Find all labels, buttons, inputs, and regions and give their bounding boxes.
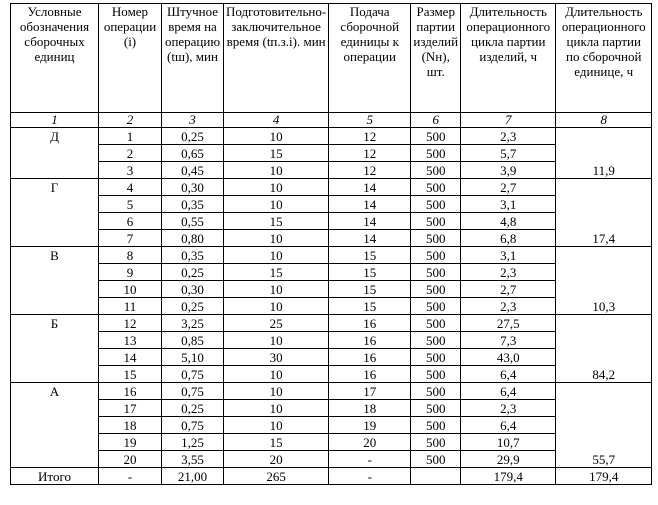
operation-number-cell: 16: [99, 383, 162, 400]
batch-size-cell: 500: [411, 162, 461, 179]
header-cell: Номер операции (i): [99, 4, 162, 113]
piece-time-cell: 0,45: [162, 162, 224, 179]
feed-cell: 16: [329, 315, 411, 332]
batch-size-cell: 500: [411, 179, 461, 196]
piece-time-cell: 0,30: [162, 281, 224, 298]
column-number: 2: [99, 113, 162, 128]
operation-number-cell: 9: [99, 264, 162, 281]
unit-cycle-total: 84,2: [556, 315, 652, 383]
piece-time-cell: 0,75: [162, 417, 224, 434]
cycle-time-cell: 5,7: [461, 145, 556, 162]
header-cell: Длительность операционного цикла партии по сборочной единице, ч: [556, 4, 652, 113]
operation-number-cell: 2: [99, 145, 162, 162]
operation-number-cell: 3: [99, 162, 162, 179]
piece-time-cell: 0,25: [162, 128, 224, 145]
totals-row: [11, 468, 652, 485]
piece-time-cell: 0,35: [162, 196, 224, 213]
setup-time-cell: 10: [224, 332, 329, 349]
table-row: [11, 281, 652, 298]
piece-time-cell: 0,65: [162, 145, 224, 162]
header-cell: Подача сборочной единицы к операции: [329, 4, 411, 113]
feed-cell: 16: [329, 349, 411, 366]
column-number: 8: [556, 113, 652, 128]
totals-batch-size: [411, 468, 461, 485]
setup-time-cell: 10: [224, 128, 329, 145]
feed-cell: 14: [329, 196, 411, 213]
cycle-time-cell: 2,3: [461, 128, 556, 145]
table-row: [11, 196, 652, 213]
feed-cell: 12: [329, 128, 411, 145]
batch-size-cell: 500: [411, 349, 461, 366]
batch-size-cell: 500: [411, 400, 461, 417]
batch-size-cell: 500: [411, 128, 461, 145]
operation-number-cell: 8: [99, 247, 162, 264]
feed-cell: 20: [329, 434, 411, 451]
operation-number-cell: 14: [99, 349, 162, 366]
operation-number-cell: 1: [99, 128, 162, 145]
operation-number-cell: 15: [99, 366, 162, 383]
unit-label: Б: [11, 315, 99, 383]
batch-size-cell: 500: [411, 145, 461, 162]
table-row: [11, 383, 652, 400]
batch-size-cell: 500: [411, 196, 461, 213]
table-row: [11, 128, 652, 145]
batch-size-cell: 500: [411, 213, 461, 230]
column-number: 3: [162, 113, 224, 128]
piece-time-cell: 0,30: [162, 179, 224, 196]
piece-time-cell: 0,75: [162, 366, 224, 383]
feed-cell: 17: [329, 383, 411, 400]
unit-cycle-total: 55,7: [556, 383, 652, 468]
setup-time-cell: 30: [224, 349, 329, 366]
feed-cell: 15: [329, 247, 411, 264]
column-number: 5: [329, 113, 411, 128]
feed-cell: 14: [329, 179, 411, 196]
table-row: [11, 298, 652, 315]
cycle-time-cell: 29,9: [461, 451, 556, 468]
feed-cell: 15: [329, 298, 411, 315]
feed-cell: 12: [329, 162, 411, 179]
setup-time-cell: 15: [224, 264, 329, 281]
header-cell: Условные обозначения сборочных единиц: [11, 4, 99, 113]
feed-cell: 16: [329, 332, 411, 349]
piece-time-cell: 0,75: [162, 383, 224, 400]
operations-table: [10, 3, 652, 485]
cycle-time-cell: 10,7: [461, 434, 556, 451]
table-row: [11, 145, 652, 162]
batch-size-cell: 500: [411, 247, 461, 264]
table-row: [11, 213, 652, 230]
feed-cell: 14: [329, 213, 411, 230]
unit-cycle-total: 10,3: [556, 247, 652, 315]
feed-cell: 18: [329, 400, 411, 417]
piece-time-cell: 0,35: [162, 247, 224, 264]
operation-number-cell: 7: [99, 230, 162, 247]
batch-size-cell: 500: [411, 230, 461, 247]
totals-piece-time: 21,00: [162, 468, 224, 485]
operation-number-cell: 19: [99, 434, 162, 451]
setup-time-cell: 20: [224, 451, 329, 468]
cycle-time-cell: 6,4: [461, 417, 556, 434]
unit-cycle-total: 11,9: [556, 128, 652, 179]
table-row: [11, 434, 652, 451]
cycle-time-cell: 3,1: [461, 196, 556, 213]
table-row: [11, 349, 652, 366]
operation-number-cell: 10: [99, 281, 162, 298]
setup-time-cell: 10: [224, 298, 329, 315]
totals-op: -: [99, 468, 162, 485]
setup-time-cell: 10: [224, 417, 329, 434]
batch-size-cell: 500: [411, 315, 461, 332]
cycle-time-cell: 2,3: [461, 400, 556, 417]
piece-time-cell: 0,25: [162, 298, 224, 315]
cycle-time-cell: 43,0: [461, 349, 556, 366]
batch-size-cell: 500: [411, 383, 461, 400]
unit-label: В: [11, 247, 99, 315]
piece-time-cell: 0,25: [162, 400, 224, 417]
feed-cell: 16: [329, 366, 411, 383]
table-row: [11, 247, 652, 264]
unit-label: Г: [11, 179, 99, 247]
table-row: [11, 400, 652, 417]
batch-size-cell: 500: [411, 298, 461, 315]
setup-time-cell: 10: [224, 400, 329, 417]
table-row: [11, 366, 652, 383]
setup-time-cell: 10: [224, 162, 329, 179]
cycle-time-cell: 4,8: [461, 213, 556, 230]
totals-cycle: 179,4: [461, 468, 556, 485]
cycle-time-cell: 3,9: [461, 162, 556, 179]
operation-number-cell: 6: [99, 213, 162, 230]
header-row: [11, 4, 652, 113]
operation-number-cell: 11: [99, 298, 162, 315]
table-row: [11, 230, 652, 247]
cycle-time-cell: 6,8: [461, 230, 556, 247]
header-cell: Штучное время на операцию (tш), мин: [162, 4, 224, 113]
operation-number-cell: 13: [99, 332, 162, 349]
setup-time-cell: 10: [224, 247, 329, 264]
setup-time-cell: 10: [224, 179, 329, 196]
batch-size-cell: 500: [411, 281, 461, 298]
totals-setup-time: 265: [224, 468, 329, 485]
unit-label: Д: [11, 128, 99, 179]
batch-size-cell: 500: [411, 332, 461, 349]
table-row: [11, 417, 652, 434]
setup-time-cell: 10: [224, 383, 329, 400]
cycle-time-cell: 2,3: [461, 298, 556, 315]
operation-number-cell: 17: [99, 400, 162, 417]
batch-size-cell: 500: [411, 264, 461, 281]
piece-time-cell: 5,10: [162, 349, 224, 366]
setup-time-cell: 15: [224, 213, 329, 230]
column-number-row: [11, 113, 652, 128]
setup-time-cell: 15: [224, 145, 329, 162]
column-number: 4: [224, 113, 329, 128]
feed-cell: 15: [329, 264, 411, 281]
piece-time-cell: 0,85: [162, 332, 224, 349]
feed-cell: -: [329, 451, 411, 468]
cycle-time-cell: 6,4: [461, 383, 556, 400]
unit-label: А: [11, 383, 99, 468]
totals-feed: -: [329, 468, 411, 485]
cycle-time-cell: 7,3: [461, 332, 556, 349]
piece-time-cell: 1,25: [162, 434, 224, 451]
operation-number-cell: 5: [99, 196, 162, 213]
header-cell: Подготовительно-заключительное время (tп.з.i). мин: [224, 4, 329, 113]
table-row: [11, 162, 652, 179]
cycle-time-cell: 2,7: [461, 179, 556, 196]
setup-time-cell: 10: [224, 196, 329, 213]
setup-time-cell: 10: [224, 366, 329, 383]
batch-size-cell: 500: [411, 366, 461, 383]
cycle-time-cell: 2,3: [461, 264, 556, 281]
cycle-time-cell: 27,5: [461, 315, 556, 332]
column-number: 7: [461, 113, 556, 128]
header-cell: Длительность операционного цикла партии изделий, ч: [461, 4, 556, 113]
table-row: [11, 451, 652, 468]
table-row: [11, 315, 652, 332]
table-row: [11, 264, 652, 281]
cycle-time-cell: 6,4: [461, 366, 556, 383]
feed-cell: 15: [329, 281, 411, 298]
setup-time-cell: 25: [224, 315, 329, 332]
feed-cell: 19: [329, 417, 411, 434]
setup-time-cell: 10: [224, 230, 329, 247]
feed-cell: 14: [329, 230, 411, 247]
batch-size-cell: 500: [411, 417, 461, 434]
cycle-time-cell: 2,7: [461, 281, 556, 298]
operation-number-cell: 20: [99, 451, 162, 468]
table-body: [11, 128, 652, 485]
batch-size-cell: 500: [411, 434, 461, 451]
piece-time-cell: 3,25: [162, 315, 224, 332]
operation-number-cell: 4: [99, 179, 162, 196]
unit-cycle-total: 17,4: [556, 179, 652, 247]
setup-time-cell: 15: [224, 434, 329, 451]
header-cell: Размер партии изделий (Nн), шт.: [411, 4, 461, 113]
table-row: [11, 332, 652, 349]
cycle-time-cell: 3,1: [461, 247, 556, 264]
totals-label: Итого: [11, 468, 99, 485]
batch-size-cell: 500: [411, 451, 461, 468]
piece-time-cell: 3,55: [162, 451, 224, 468]
totals-unit-cycle: 179,4: [556, 468, 652, 485]
piece-time-cell: 0,80: [162, 230, 224, 247]
table-row: [11, 179, 652, 196]
setup-time-cell: 10: [224, 281, 329, 298]
piece-time-cell: 0,25: [162, 264, 224, 281]
feed-cell: 12: [329, 145, 411, 162]
column-number: 1: [11, 113, 99, 128]
operation-number-cell: 18: [99, 417, 162, 434]
column-number: 6: [411, 113, 461, 128]
operation-number-cell: 12: [99, 315, 162, 332]
piece-time-cell: 0,55: [162, 213, 224, 230]
